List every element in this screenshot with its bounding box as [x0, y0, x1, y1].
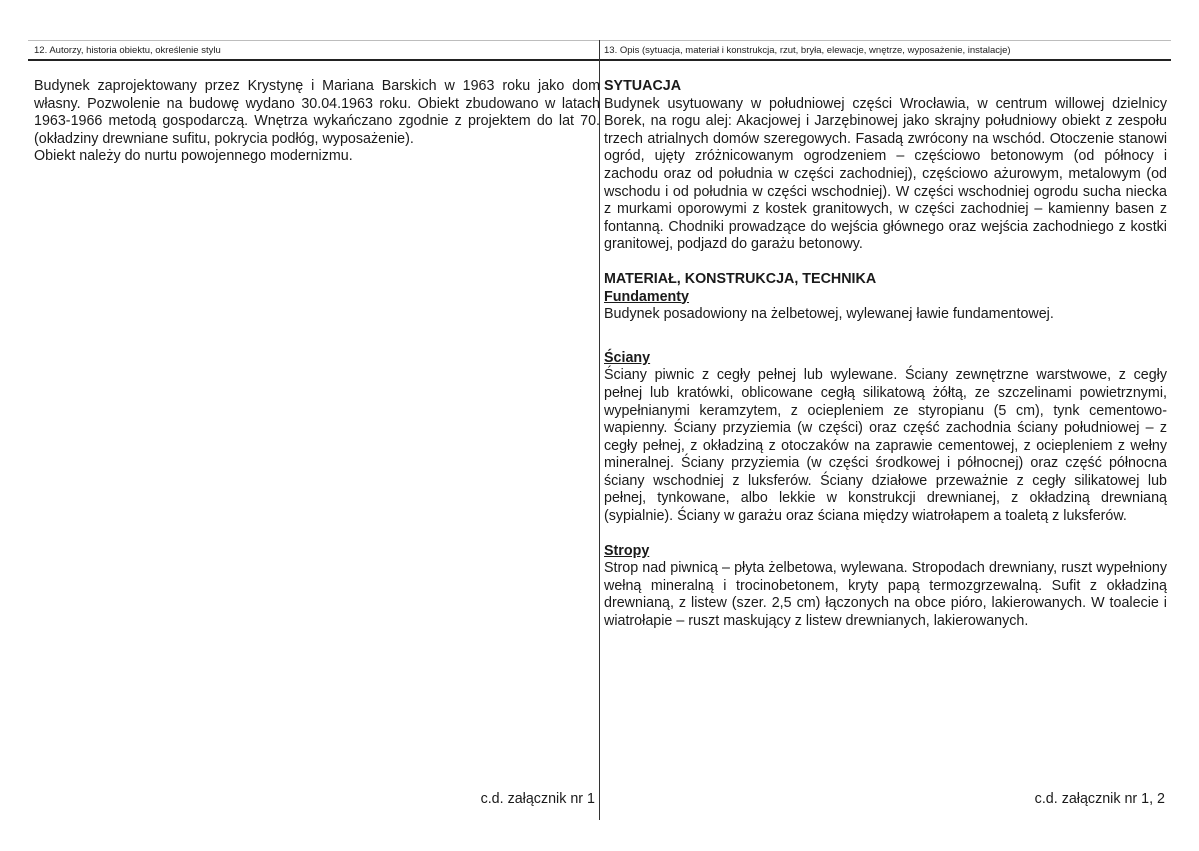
sciany-text: Ściany piwnic z cegły pełnej lub wylewane. Ściany zewnętrzne warstwowe, z cegły pełnej lub kratówki, oblicowane cegłą silikatową żółtą, ze szczelinami powietrznymi, wypełnianymi keramzytem, z ociepleniem ze styropianu (5 cm), tynk cementowo-wapienny. Ściany przyziemia (w części) oraz część zachodnia ściany południowej – z cegły pełnej, z okładziną z otoczaków na zaprawie cementowej, z ociepleniem z wełny mineralnej. Ściany przyziemia (w części środkowej i północnej) oraz część północna ściany wschodniej z luksferów. Ściany działowe przeważnie z cegły silikatowej lub pełnej, tynkowane, albo lekkie w konstrukcji drewnianej, z okładziną drewnianą (sypialnie). Ściany w garażu oraz ściana między wiatrołapem a toaletą z luksferów. — [604, 367, 1167, 525]
right-attachment-note: c.d. załącznik nr 1, 2 — [1034, 791, 1165, 807]
history-paragraph: Budynek zaprojektowany przez Krystynę i Mariana Barskich w 1963 roku jako dom własny. Pozwolenie na budowę wydano 30.04.1963 roku. Obiekt zbudowano w latach 1963-1966 metodą gospodarczą. Wnętrza wykańczano zgodnie z projektem do lat 70. (okładziny drewniane sufitu, pokrycia podłóg, wyposażenie). — [34, 78, 600, 147]
field-12-label: 12. Autorzy, historia obiektu, określenie stylu — [34, 45, 221, 56]
material-heading: MATERIAŁ, KONSTRUKCJA, TECHNIKA — [604, 270, 877, 287]
stropy-text: Strop nad piwnicą – płyta żelbetowa, wylewana. Stropodach drewniany, ruszt wypełniony wełną mineralną i trocinobetonem, kryty papą termozgrzewalną. Sufit z okładziną drewnianą, z listew (szer. 2,5 cm) łączonych na obce pióro, lakierowanych. W toalecie i wiatrołapie – ruszt maskujący z listew drewnianych, lakierowanych. — [604, 560, 1167, 630]
form-sheet — [28, 40, 1171, 820]
left-attachment-note: c.d. załącznik nr 1 — [480, 791, 595, 807]
description-column — [604, 40, 1167, 820]
fundamenty-text: Budynek posadowiony na żelbetowej, wylewanej ławie fundamentowej. — [604, 306, 1054, 323]
field-12-content — [34, 78, 600, 166]
field-13-content — [604, 78, 1167, 631]
authors-history-column — [34, 40, 600, 820]
fundamenty-heading: Fundamenty — [604, 288, 689, 305]
field-13-label: 13. Opis (sytuacja, materiał i konstrukcja, rzut, bryła, elewacje, wnętrze, wyposażenie, instalacje) — [604, 45, 1011, 56]
stropy-heading: Stropy — [604, 542, 650, 559]
sytuacja-heading: SYTUACJA — [604, 78, 682, 94]
sciany-heading: Ściany — [604, 349, 651, 366]
sytuacja-text: Budynek usytuowany w południowej części Wrocławia, w centrum willowej dzielnicy Borek, na rogu alej: Akacjowej i Jarzębinowej jako skrajny południowy obiekt z zespołu trzech atrialnych domów szeregowych. Fasadą zwrócony na wschód. Otoczenie stanowi ogród, ujęty zróżnicowanym ogrodzeniem – częściowo betonowym (od północy i zachodu oraz od południa w części zachodniej), częściowo ażurowym, metalowym (od wschodu i od południa w części wschodniej). W części wschodniej ogrodu sucha niecka z murkami oporowymi z kostek granitowych, w części zachodniej – kamienny basen z fontanną. Chodniki prowadzące do wejścia głównego oraz wejścia zachodniego z kostki granitowej, podjazd do garażu betonowy. — [604, 95, 1167, 253]
style-paragraph: Obiekt należy do nurtu powojennego modernizmu. — [34, 148, 353, 165]
